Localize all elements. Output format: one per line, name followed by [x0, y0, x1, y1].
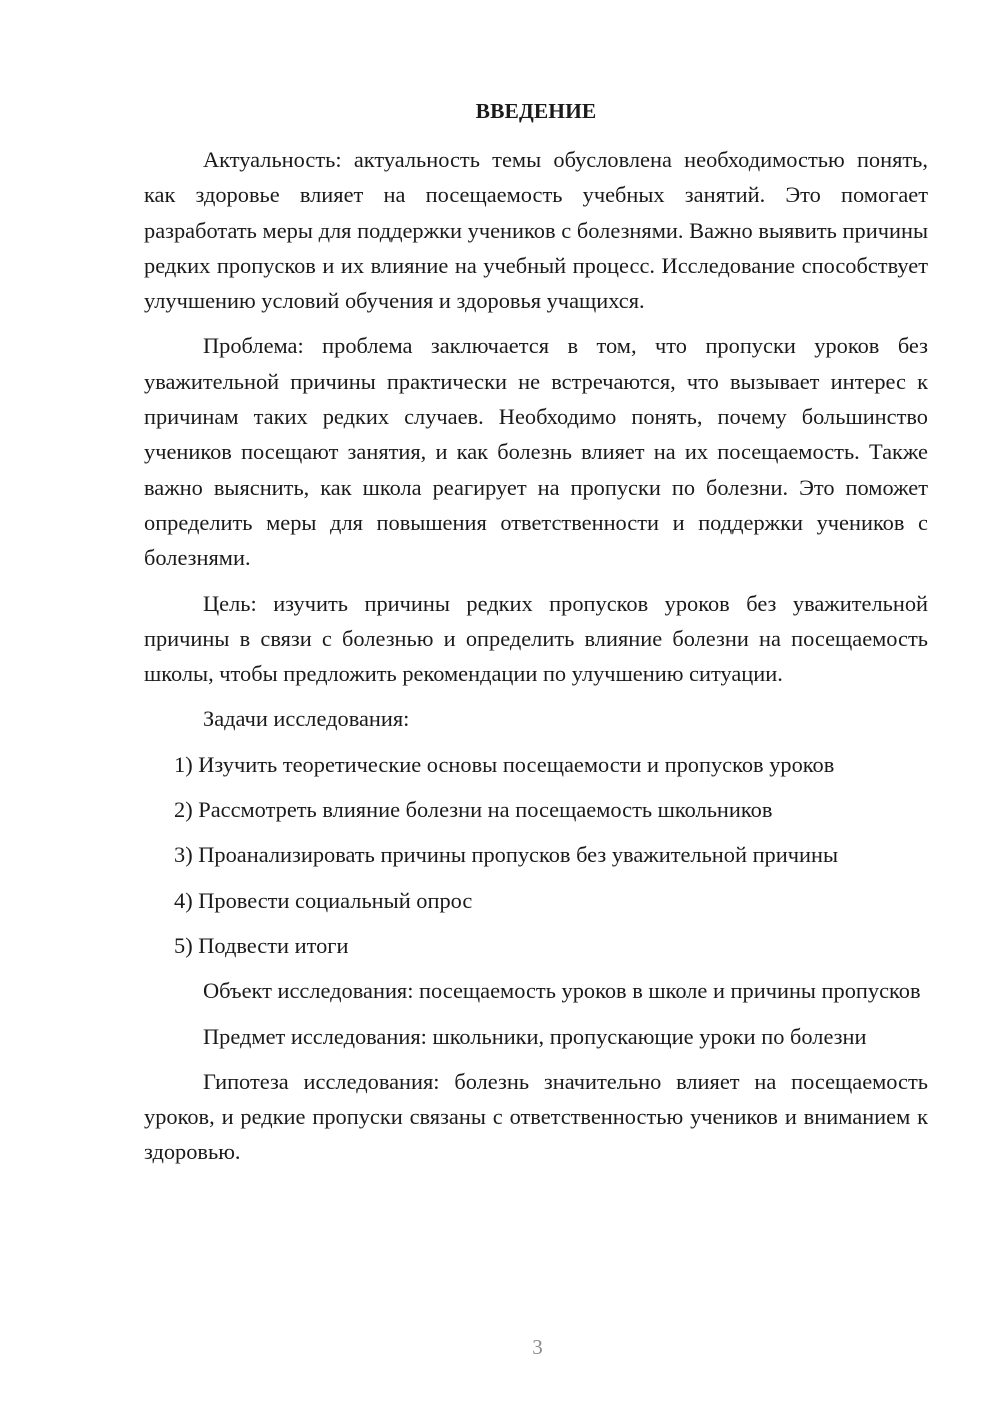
list-item: 4) Провести социальный опрос: [174, 887, 473, 913]
page-title: ВВЕДЕНИЕ: [475, 99, 597, 123]
tasks-heading: Задачи исследования:: [203, 706, 410, 732]
hypothesis-paragraph: Гипотеза исследования: болезнь значительно влияет на посещаемость уроков, и редкие пропуски связаны с ответственностью учеников и вниманием к здоровью.: [144, 1068, 928, 1165]
list-item: 1) Изучить теоретические основы посещаемости и пропусков уроков: [174, 751, 835, 777]
list-item: 5) Подвести итоги: [174, 932, 349, 958]
list-item: 2) Рассмотреть влияние болезни на посещаемость школьников: [174, 797, 773, 823]
page-number: 3: [532, 1335, 543, 1359]
goal-paragraph: Цель: изучить причины редких пропусков уроков без уважительной причины в связи с болезнью и определить влияние болезни на посещаемость школы, чтобы предложить рекомендации по улучшению ситуации.: [144, 590, 928, 687]
subject-paragraph: Предмет исследования: школьники, пропускающие уроки по болезни: [203, 1023, 867, 1049]
object-paragraph: Объект исследования: посещаемость уроков в школе и причины пропусков: [203, 978, 921, 1004]
page-content: [144, 92, 928, 1180]
tasks-list: [144, 747, 928, 963]
list-item: 3) Проанализировать причины пропусков без уважительной причины: [174, 842, 838, 868]
problem-paragraph: Проблема: проблема заключается в том, что пропуски уроков без уважительной причины практически не встречаются, что вызывает интерес к причинам таких редких случаев. Необходимо понять, почему большинство учеников посещают занятия, и как болезнь влияет на их посещаемость. Также важно выяснить, как школа реагирует на пропуски по болезни. Это поможет определить меры для повышения ответственности и поддержки учеников с болезнями.: [144, 333, 928, 571]
relevance-paragraph: Актуальность: актуальность темы обусловлена необходимостью понять, как здоровье влияет на посещаемость учебных занятий. Это помогает разработать меры для поддержки учеников с болезнями. Важно выявить причины редких пропусков и их влияние на учебный процесс. Исследование способствует улучшению условий обучения и здоровья учащихся.: [144, 147, 928, 314]
